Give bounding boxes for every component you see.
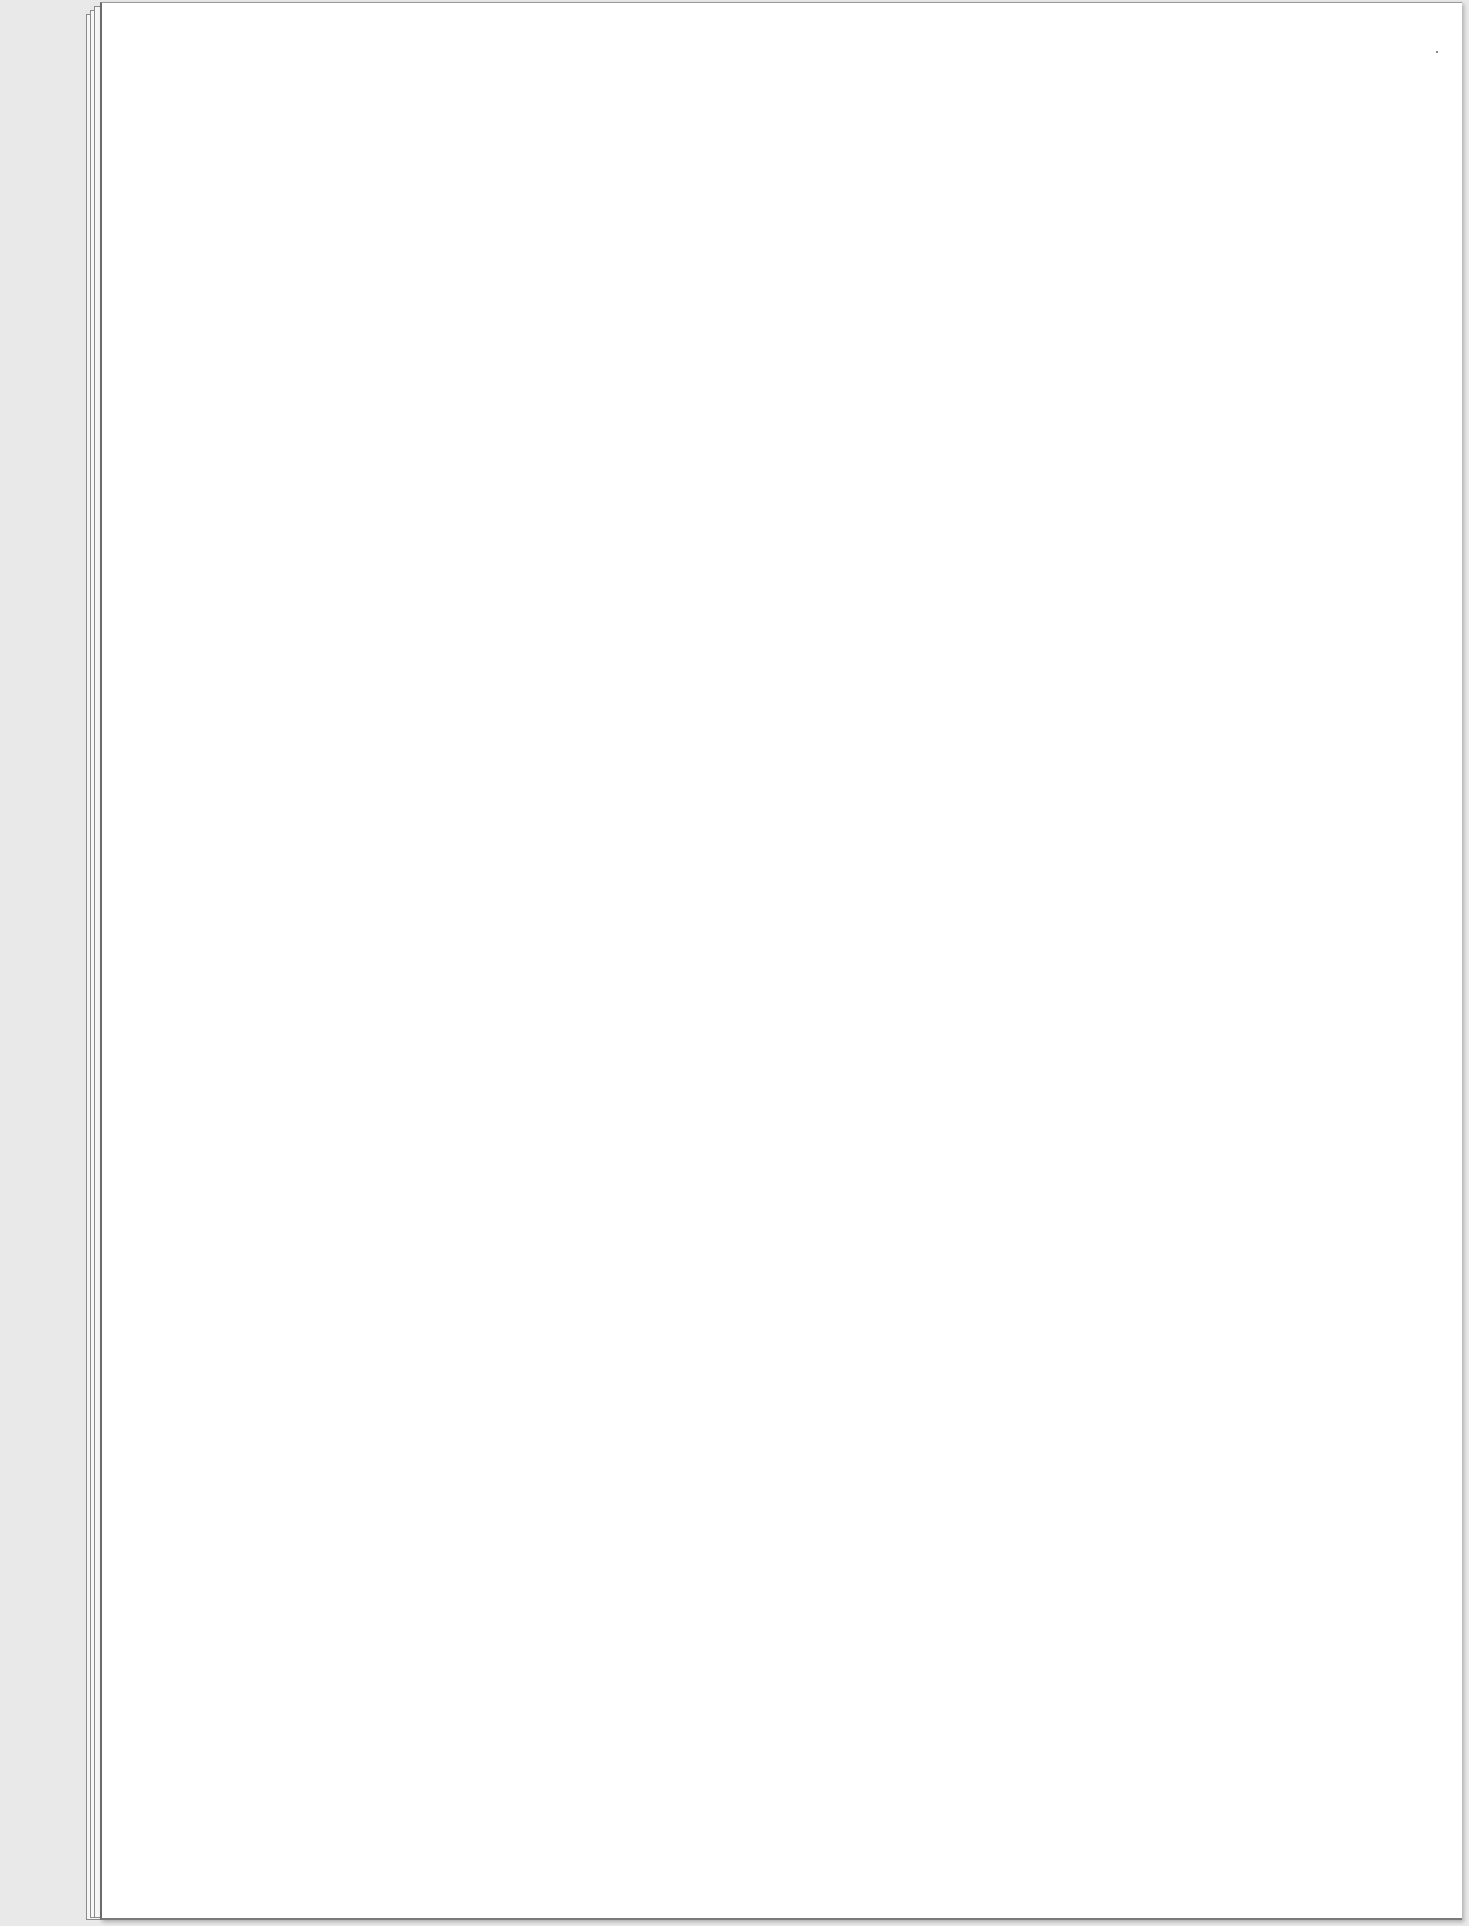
scan-speck xyxy=(1436,51,1438,53)
document-page xyxy=(100,2,1462,1920)
